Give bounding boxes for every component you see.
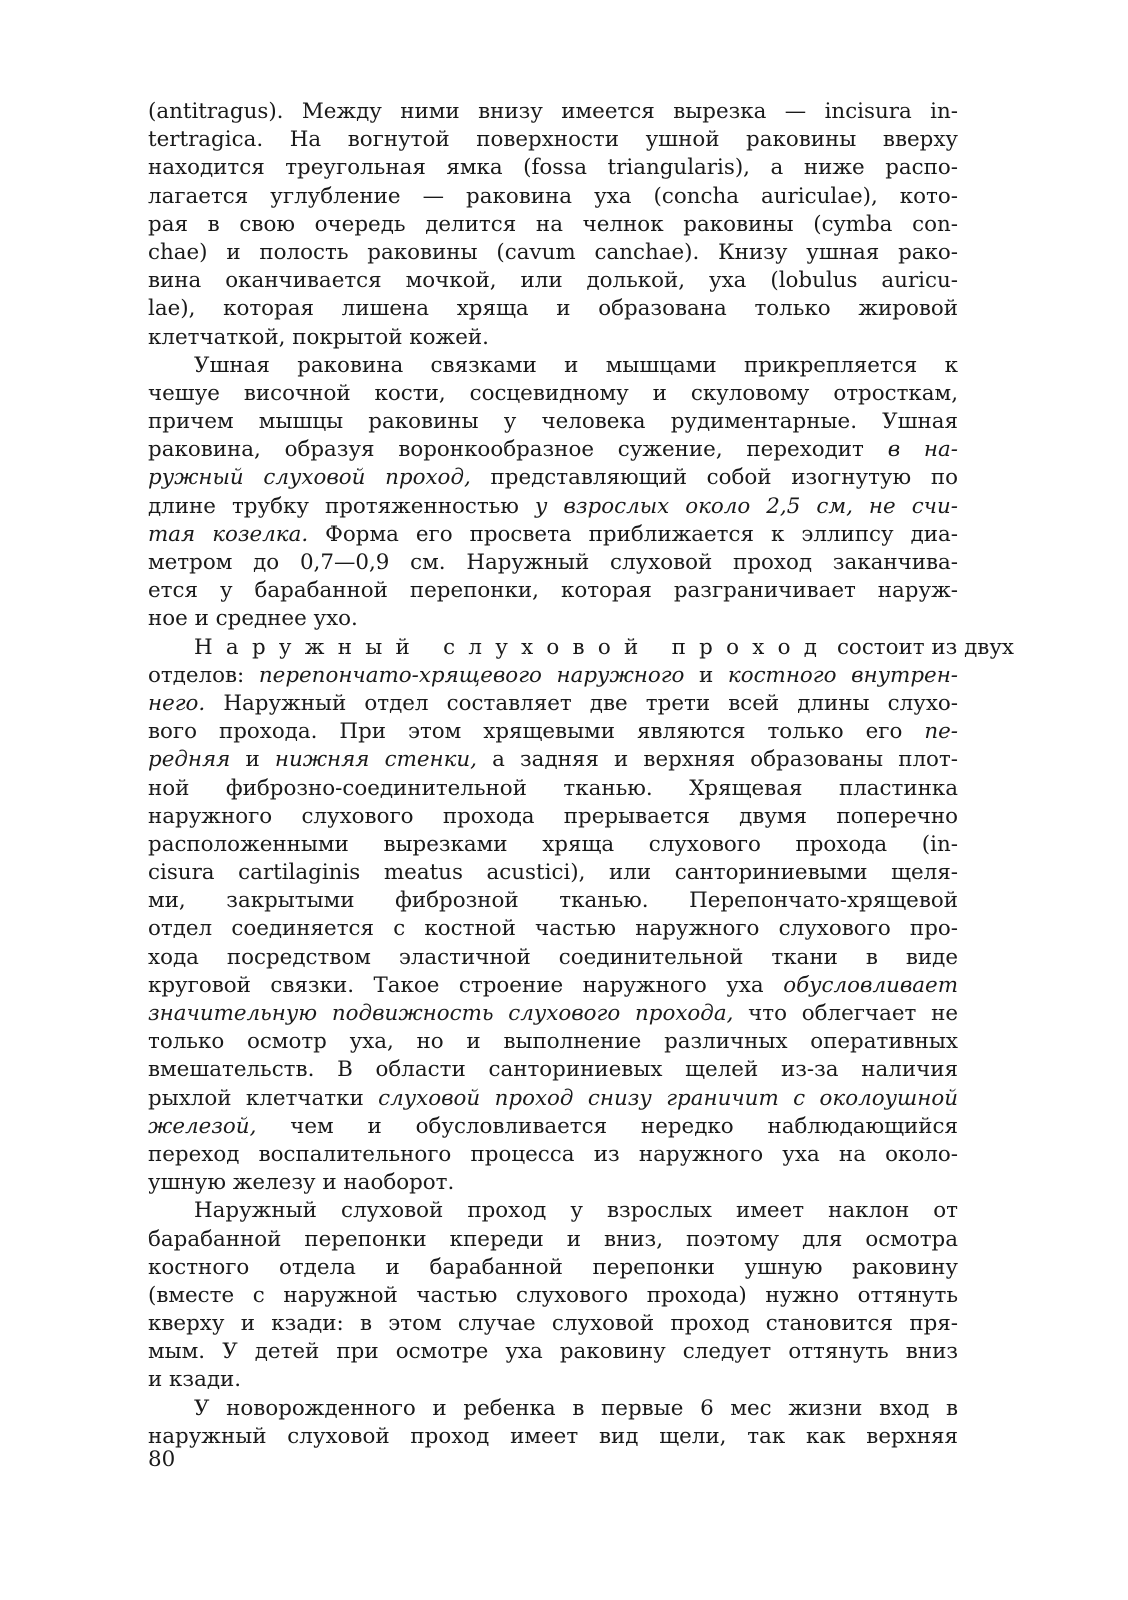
text-line — [148, 887, 958, 915]
italic-text: железой, — [148, 1113, 257, 1139]
text-run: костного отдела и барабанной перепонки ушную раковину — [148, 1254, 958, 1280]
text-line — [148, 1028, 958, 1056]
text-run: Наружный отдел составляет две трети всей длины слухо- — [205, 690, 958, 716]
text-run: и — [230, 747, 275, 773]
italic-text: нижняя стенки, — [274, 747, 477, 773]
text-line — [148, 1226, 958, 1254]
text-line — [148, 1113, 958, 1141]
text-line — [148, 746, 958, 774]
text-run: lae), которая лишена хряща и образована только жировой — [148, 296, 958, 322]
text-line — [148, 352, 958, 380]
text-run: метром до 0,7—0,9 см. Наружный слуховой проход заканчива- — [148, 550, 958, 575]
paragraph — [148, 1395, 958, 1451]
text-line — [148, 831, 958, 859]
text-line — [148, 464, 958, 492]
italic-text: у взрослых около 2,5 см, не счи- — [534, 493, 958, 519]
text-line — [148, 1141, 958, 1169]
text-run: хода посредством эластичной соединительной ткани в виде — [148, 944, 958, 970]
text-run: чем и обусловливается нередко наблюдающийся — [256, 1113, 958, 1139]
text-line — [148, 690, 958, 718]
text-line — [148, 662, 958, 690]
text-run: представляющий собой изогнутую по — [470, 465, 958, 491]
text-line — [148, 1254, 958, 1282]
italic-text: значительную подвижность слухового прохода, — [148, 1001, 734, 1026]
text-run: расположенными вырезками хряща слухового прохода (in- — [148, 831, 958, 857]
text-line — [148, 380, 958, 408]
text-line — [148, 521, 958, 549]
text-run: лагается углубление — раковина уха (concha auriculae), кото- — [148, 183, 958, 209]
text-line — [148, 915, 958, 943]
text-line — [148, 324, 958, 352]
text-line — [148, 1056, 958, 1084]
text-run: находится треугольная ямка (fossa triangularis), а ниже распо- — [148, 155, 958, 181]
text-run: вого прохода. При этом хрящевыми являются только его — [148, 719, 925, 745]
text-run: наружный слуховой проход имеет вид щели, так как верхняя — [148, 1423, 958, 1449]
text-run: чешуе височной кости, сосцевидному и скуловому отросткам, — [148, 380, 958, 406]
text-run: и — [684, 662, 728, 688]
text-run: отделов: — [148, 662, 259, 688]
text-run: ется у барабанной перепонки, которая разграничивает наруж- — [148, 578, 958, 604]
italic-text: пе- — [924, 719, 958, 745]
text-line — [148, 1310, 958, 1338]
text-run: Наружный слуховой проход у взрослых имеет наклон от — [194, 1198, 958, 1224]
text-run: chae) и полость раковины (cavum canchae). Книзу ушная рако- — [148, 239, 958, 265]
italic-text: в на- — [887, 437, 958, 463]
text-line — [148, 605, 958, 633]
text-line — [148, 718, 958, 746]
text-run: состоит из двух — [830, 634, 1014, 660]
text-line — [148, 634, 1014, 662]
text-run: кверху и кзади: в этом случае слуховой проход становится пря- — [148, 1311, 958, 1337]
text-run: наружного слухового прохода прерывается двумя поперечно — [148, 803, 958, 829]
text-run: (вместе с наружной частью слухового прохода) нужно оттянуть — [148, 1282, 958, 1308]
text-run: причем мышцы раковины у человека рудиментарные. Ушная — [148, 409, 958, 435]
text-run: длине трубку протяженностью — [148, 493, 535, 519]
text-line — [148, 1169, 958, 1197]
text-run: У новорожденного и ребенка в первые 6 мес жизни вход в — [194, 1395, 958, 1421]
text-line — [148, 408, 958, 436]
italic-text: обусловливает — [783, 972, 958, 998]
text-run: круговой связки. Такое строение наружного уха — [148, 972, 784, 998]
text-run: рыхлой клетчатки — [148, 1085, 379, 1111]
paragraph — [148, 98, 958, 352]
text-run: (antitragus). Между ними внизу имеется вырезка — incisura in- — [148, 99, 958, 124]
text-line — [148, 1395, 958, 1423]
text-line — [148, 126, 958, 154]
text-run: а задняя и верхняя образованы плот- — [476, 747, 958, 773]
page-body — [148, 98, 1014, 1451]
text-run: переход воспалительного процесса из наружного уха на около- — [148, 1141, 958, 1167]
text-run: Ушная раковина связками и мышцами прикрепляется к — [194, 352, 958, 378]
text-run: клетчаткой, покрытой кожей. — [148, 324, 489, 350]
paragraph — [148, 1197, 958, 1394]
text-line — [148, 859, 958, 887]
text-run: вмешательств. В области санториниевых щелей из-за наличия — [148, 1057, 958, 1083]
text-line — [148, 1423, 958, 1451]
text-run: Форма его просвета приближается к эллипсу диа- — [308, 521, 958, 547]
italic-text: перепончато-хрящевого наружного — [258, 662, 685, 688]
text-line — [148, 239, 958, 267]
text-line — [148, 267, 958, 295]
text-run: только осмотр уха, но и выполнение различных оперативных — [148, 1029, 958, 1055]
text-line — [148, 1282, 958, 1310]
text-line — [148, 154, 958, 182]
page-number: 80 — [148, 1447, 176, 1472]
text-run: отдел соединяется с костной частью наружного слухового про- — [148, 916, 958, 942]
paragraph — [148, 352, 958, 634]
text-run: ное и среднее ухо. — [148, 606, 358, 632]
text-line — [148, 211, 958, 239]
text-line — [148, 972, 958, 1000]
text-run: и кзади. — [148, 1367, 242, 1393]
italic-text: редняя — [148, 747, 231, 773]
text-run: cisura cartilaginis meatus acustici), или санториниевыми щеля- — [148, 860, 958, 886]
text-line — [148, 944, 958, 972]
text-run: раковина, образуя воронкообразное сужение, переходит — [148, 437, 888, 463]
italic-text: костного внутрен- — [727, 662, 959, 688]
italic-text: него. — [148, 690, 206, 716]
text-line — [148, 493, 958, 521]
italic-text: тая козелка. — [148, 521, 309, 547]
text-run: барабанной перепонки кпереди и вниз, поэтому для осмотра — [148, 1226, 958, 1252]
text-line — [148, 295, 958, 323]
text-line — [148, 436, 958, 464]
text-run: ушную железу и наоборот. — [148, 1170, 455, 1196]
spaced-heading-text: Наружный слуховой проход — [194, 634, 831, 660]
text-run: ной фиброзно-соединительной тканью. Хрящевая пластинка — [148, 775, 958, 801]
text-run: мым. У детей при осмотре уха раковину следует оттянуть вниз — [148, 1339, 958, 1365]
text-line — [148, 183, 958, 211]
text-run: вина оканчивается мочкой, или долькой, уха (lobulus auricu- — [148, 268, 958, 294]
text-line — [148, 1338, 958, 1366]
italic-text: ружный слуховой проход, — [148, 465, 471, 491]
text-run: рая в свою очередь делится на челнок раковины (cymba con- — [148, 211, 958, 237]
text-line — [148, 577, 958, 605]
text-line — [148, 803, 958, 831]
text-run: tertragica. На вогнутой поверхности ушной раковины вверху — [148, 127, 958, 153]
text-line — [148, 98, 958, 126]
paragraph — [148, 634, 1014, 1198]
text-line — [148, 1366, 958, 1394]
text-run: ми, закрытыми фиброзной тканью. Перепончато-хрящевой — [148, 888, 958, 914]
text-line — [148, 549, 958, 577]
text-run: что облегчает не — [733, 1001, 958, 1026]
text-line — [148, 775, 958, 803]
italic-text: слуховой проход снизу граничит с околоушной — [378, 1085, 958, 1111]
text-line — [148, 1085, 958, 1113]
text-line — [148, 1000, 958, 1028]
text-line — [148, 1197, 958, 1225]
